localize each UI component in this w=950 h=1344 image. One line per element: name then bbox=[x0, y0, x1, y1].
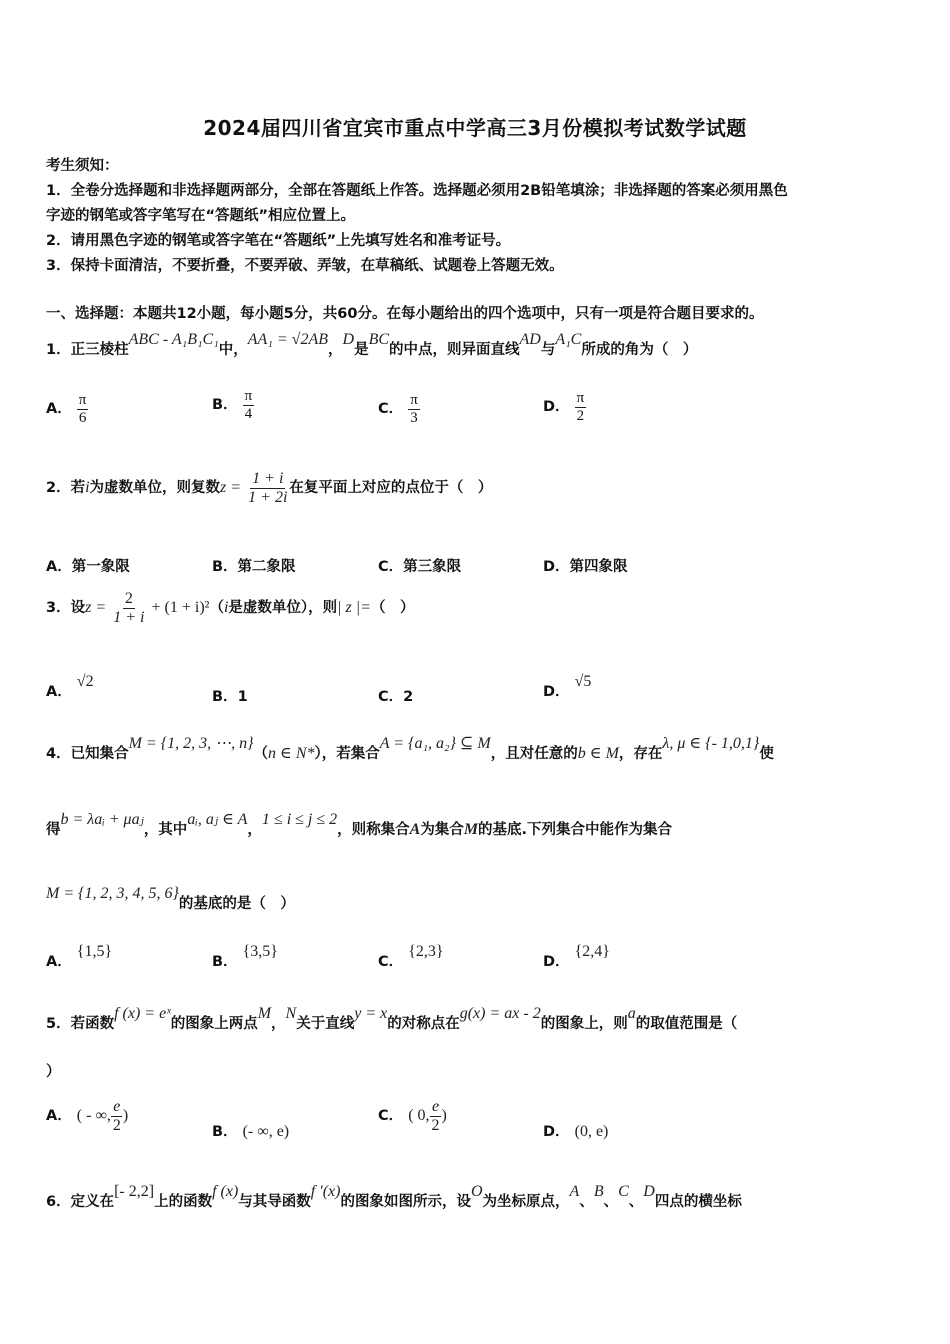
q4-option-c: C． {2,3} bbox=[378, 943, 444, 970]
section-heading: 一、选择题：本题共12小题，每小题5分，共60分。在每小题给出的四个选项中，只有一项是符合题目要求的。 bbox=[46, 306, 764, 322]
q3-option-c: C．2 bbox=[378, 689, 414, 705]
notice-item-1b: 字迹的钢笔或答字笔写在“答题纸”相应位置上。 bbox=[46, 208, 356, 224]
notice-item-2: 2．请用黑色字迹的钢笔或答字笔在“答题纸”上先填写姓名和准考证号。 bbox=[46, 233, 511, 249]
notice-heading: 考生须知： bbox=[46, 158, 119, 174]
q4-option-b: B． {3,5} bbox=[212, 943, 278, 970]
q5-option-a: A． ( - ∞, $\frac{e}{2}$ ) bbox=[46, 1098, 129, 1134]
q3-option-b: B．1 bbox=[212, 689, 248, 705]
q2-option-c: C．第三象限 bbox=[378, 559, 462, 575]
q5-option-d: D． (0, e) bbox=[543, 1123, 609, 1140]
q1-option-a: A． $\frac{\pi}{6}$ bbox=[46, 392, 87, 426]
q1-option-c: C． $\frac{\pi}{3}$ bbox=[378, 392, 418, 426]
question-3: 3．设z = $\frac{2}{1 + i}$ + (1 + i)²（i是虚数单位），则| z |=（ ） bbox=[46, 590, 415, 626]
q4-option-d: D． {2,4} bbox=[543, 943, 610, 970]
q2-option-b: B．第二象限 bbox=[212, 559, 296, 575]
question-6: 6．定义在[- 2,2]上的函数f (x)与其导函数f ′(x)的图象如图所示，设O为坐标原点，A、B、C、D四点的横坐标 bbox=[46, 1183, 742, 1210]
notice-item-3: 3．保持卡面清洁，不要折叠，不要弄破、弄皱，在草稿纸、试题卷上答题无效。 bbox=[46, 258, 564, 274]
q5-option-b: B． (- ∞, e) bbox=[212, 1123, 290, 1140]
question-1: 1．正三棱柱ABC - A₁B₁C₁中，AA₁ = √2AB，D是BC的中点，则异面直线AD与A₁C所成的角为（ ） bbox=[46, 331, 698, 358]
question-5: 5．若函数f (x) = eˣ的图象上两点M，N关于直线y = x的对称点在g(x) = ax - 2的图象上，则a的取值范围是（ bbox=[46, 1005, 738, 1032]
q2-option-d: D．第四象限 bbox=[543, 559, 628, 575]
question-4-line-1: 4．已知集合M = {1, 2, 3, ⋯, n}（n ∈ N*），若集合A = {a₁, a₂} ⊆ M，且对任意的b ∈ M，存在λ, μ ∈ {- 1,0,1}使 bbox=[46, 735, 774, 762]
q1-option-b: B． $\frac{\pi}{4}$ bbox=[212, 388, 253, 422]
q3-option-a: A． √2 bbox=[46, 673, 94, 700]
question-4-line-3: M = {1, 2, 3, 4, 5, 6}的基底的是（ ） bbox=[46, 885, 295, 912]
question-2: 2．若i为虚数单位，则复数z = $\frac{1 + i}{1 + 2i}$ 在复平面上对应的点位于（ ） bbox=[46, 470, 493, 506]
q4-option-a: A． {1,5} bbox=[46, 943, 113, 970]
question-5-close: ） bbox=[46, 1064, 61, 1080]
q2-option-a: A．第一象限 bbox=[46, 559, 130, 575]
q5-option-c: C． ( 0, $\frac{e}{2}$ ) bbox=[378, 1098, 447, 1134]
question-4-line-2: 得b = λaᵢ + μaⱼ，其中aᵢ, aⱼ ∈ A，1 ≤ i ≤ j ≤ 2，则称集合A为集合M的基底.下列集合中能作为集合 bbox=[46, 811, 673, 838]
q1-option-d: D． $\frac{\pi}{2}$ bbox=[543, 390, 585, 424]
page-title: 2024届四川省宜宾市重点中学高三3月份模拟考试数学试题 bbox=[203, 116, 747, 140]
q3-option-d: D． √5 bbox=[543, 673, 592, 700]
notice-item-1a: 1．全卷分选择题和非选择题两部分，全部在答题纸上作答。选择题必须用2B铅笔填涂；非选择题的答案必须用黑色 bbox=[46, 183, 788, 199]
